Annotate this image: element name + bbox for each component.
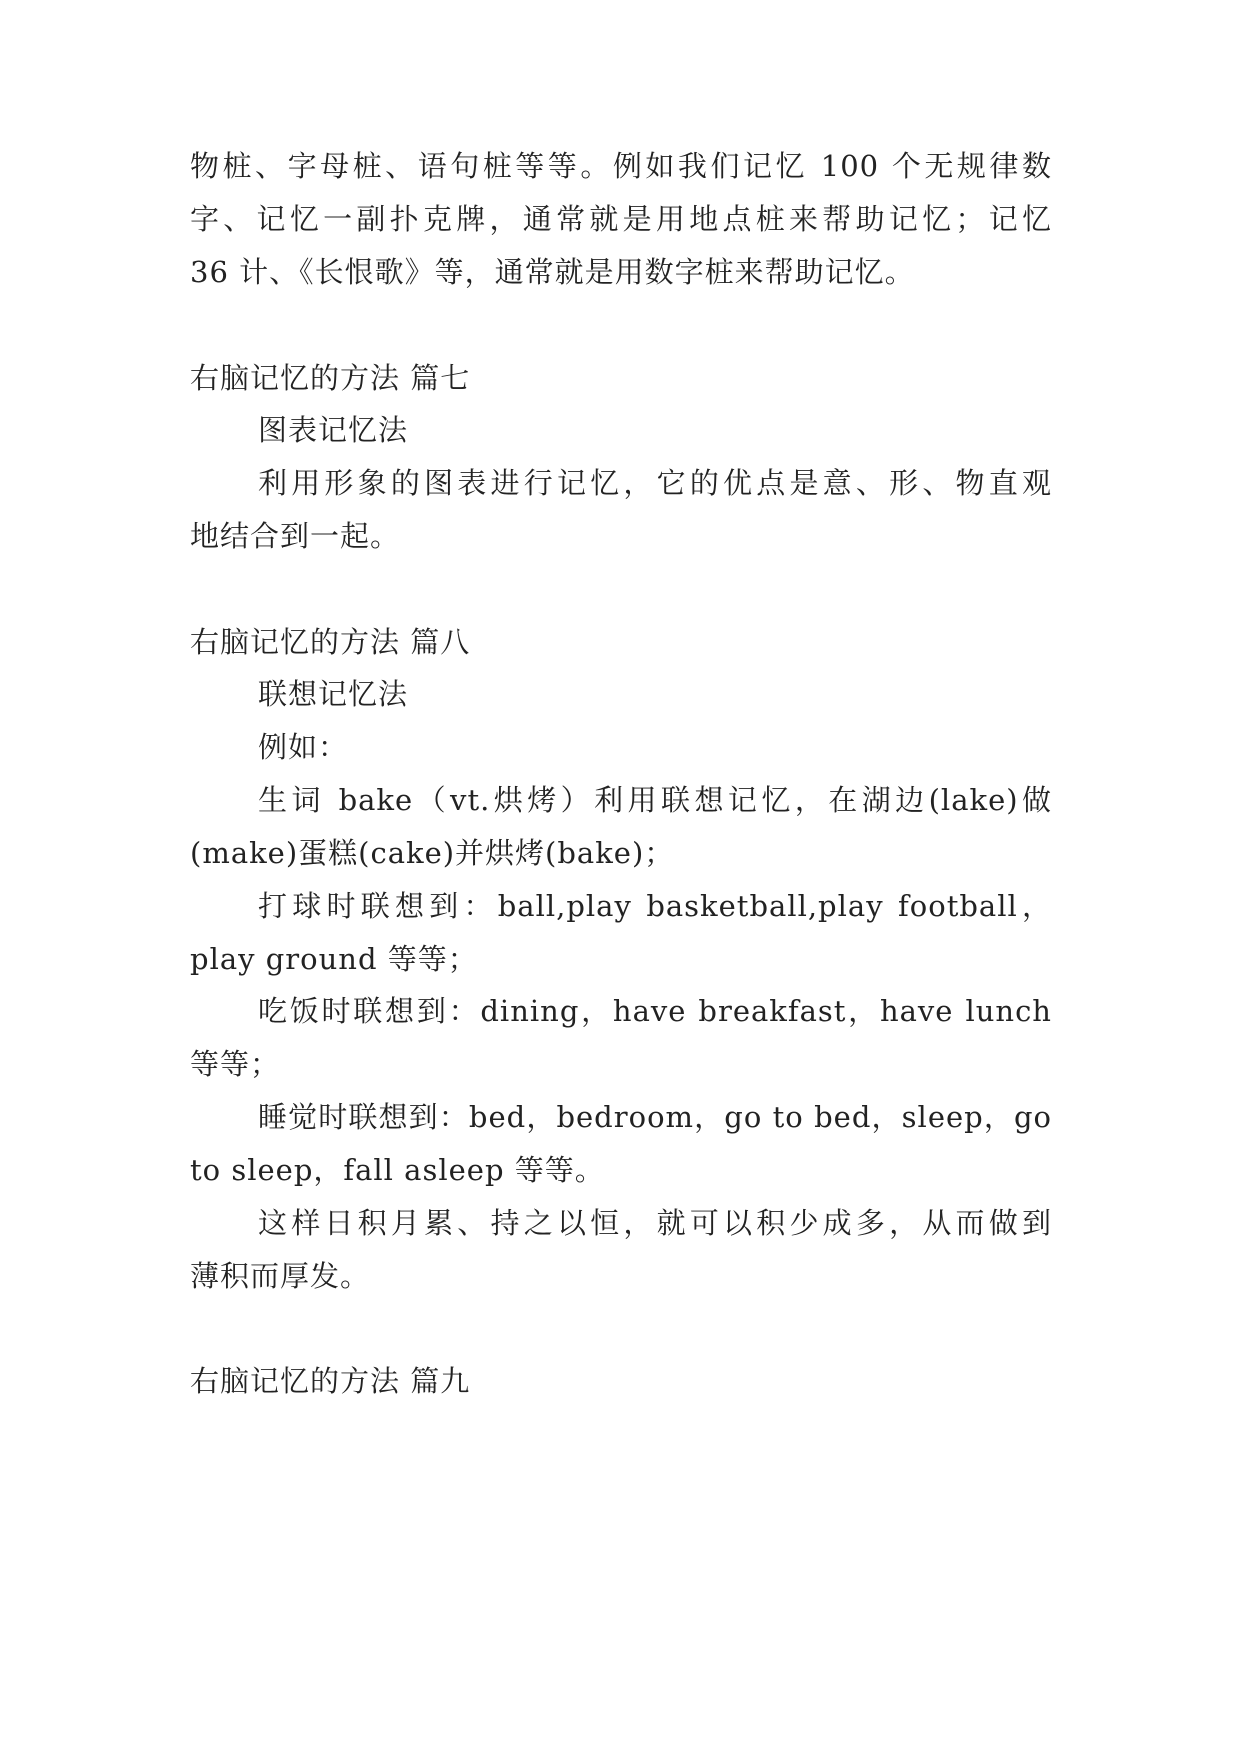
paragraph-line: 薄积而厚发。: [190, 1259, 371, 1293]
paragraph-line: 生词 bake（vt.烘烤）利用联想记忆，在湖边(lake)做: [258, 783, 1052, 817]
paragraph-line: (make)蛋糕(cake)并烘烤(bake)；: [190, 836, 675, 870]
paragraph-line: 这样日积月累、持之以恒，就可以积少成多，从而做到: [258, 1206, 1052, 1240]
paragraph-line: 地结合到一起。: [190, 519, 401, 553]
paragraph-line: 吃饭时联想到：dining，have breakfast，have lunch: [258, 994, 1052, 1028]
section-heading-9: 右脑记忆的方法 篇九: [190, 1364, 471, 1398]
method-title: 图表记忆法: [258, 413, 409, 447]
paragraph-line: 物桩、字母桩、语句桩等等。例如我们记忆 100 个无规律数: [190, 149, 1052, 183]
paragraph-line: 36 计、《长恨歌》等，通常就是用数字桩来帮助记忆。: [190, 255, 915, 289]
paragraph-line: play ground 等等；: [190, 942, 478, 976]
paragraph-line: 字、记忆一副扑克牌，通常就是用地点桩来帮助记忆；记忆: [190, 202, 1052, 236]
paragraph-line: 等等；: [190, 1047, 281, 1081]
method-title: 联想记忆法: [258, 677, 409, 711]
paragraph-line: 睡觉时联想到：bed，bedroom，go to bed，sleep，go: [258, 1100, 1052, 1134]
paragraph-line: 打球时联想到：ball,play basketball,play football，: [258, 889, 1052, 923]
paragraph-line: 利用形象的图表进行记忆，它的优点是意、形、物直观: [258, 466, 1052, 500]
section-heading-8: 右脑记忆的方法 篇八: [190, 625, 471, 659]
paragraph-line: to sleep，fall asleep 等等。: [190, 1153, 605, 1187]
section-heading-7: 右脑记忆的方法 篇七: [190, 361, 471, 395]
paragraph-line: 例如：: [258, 730, 349, 764]
